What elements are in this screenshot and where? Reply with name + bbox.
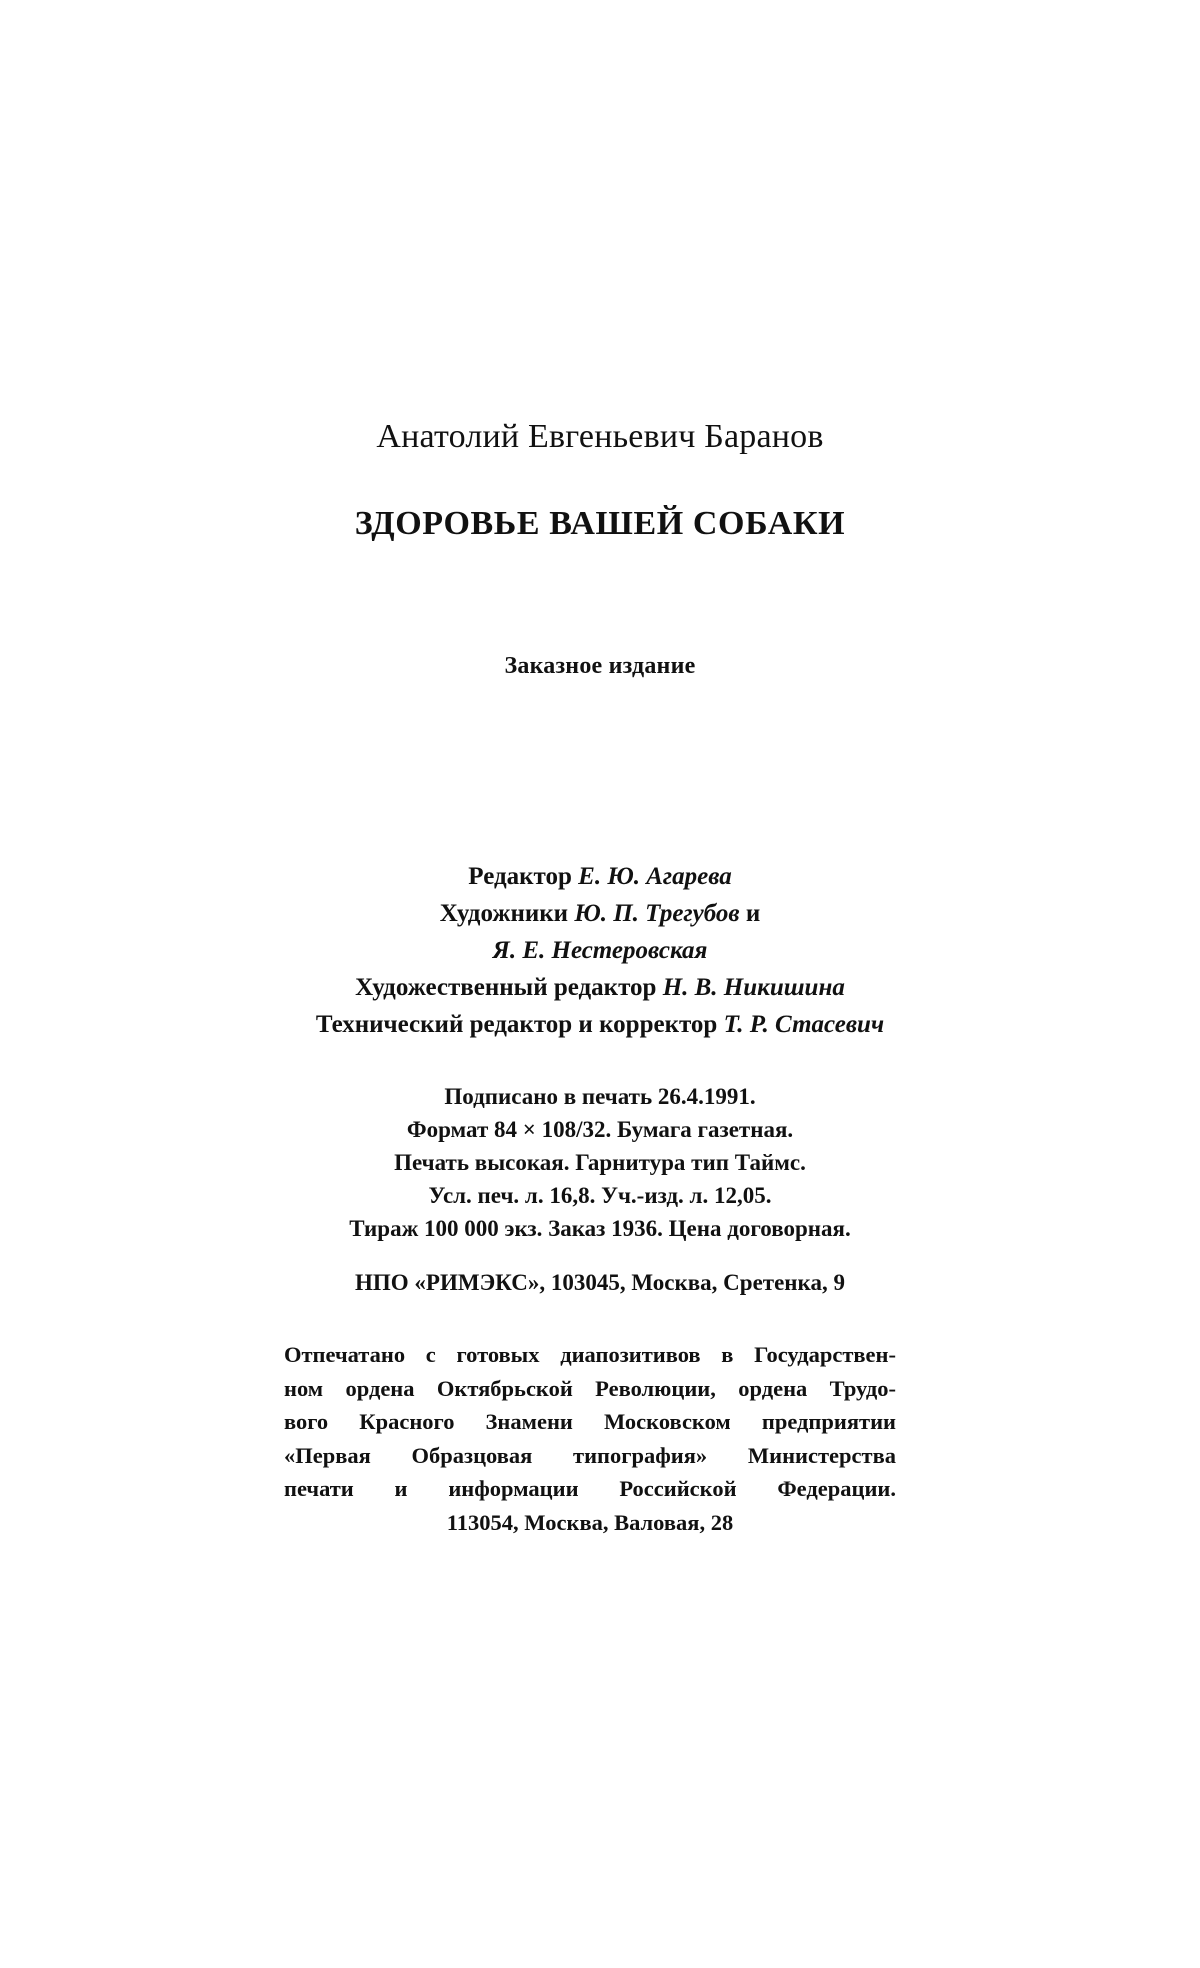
credit-person: Е. Ю. Агарева xyxy=(578,863,732,890)
credit-suffix: и xyxy=(739,900,761,927)
credit-role: Художественный редактор xyxy=(355,974,657,1001)
printer-info xyxy=(284,1338,896,1539)
printer-line: «Первая Образцовая типография» Министерства xyxy=(284,1442,896,1468)
author-name: Анатолий Евгеньевич Баранов xyxy=(376,418,824,455)
print-detail-line: Усл. печ. л. 16,8. Уч.-изд. л. 12,05. xyxy=(428,1183,772,1208)
credits xyxy=(0,858,1200,1043)
publisher-address: НПО «РИМЭКС», 103045, Москва, Сретенка, 9 xyxy=(355,1270,845,1295)
credit-person: Н. В. Никишина xyxy=(662,974,845,1001)
credit-line xyxy=(0,932,1200,969)
credit-line xyxy=(0,969,1200,1006)
printer-line: вого Красного Знамени Московском предприятии xyxy=(284,1409,896,1434)
credit-role: Художники xyxy=(439,900,569,927)
printer-line: печати и информации Российской Федерации. xyxy=(284,1476,896,1501)
credit-person: Ю. П. Трегубов xyxy=(574,900,740,927)
edition-note: Заказное издание xyxy=(504,653,696,679)
print-detail-line: Формат 84 × 108/32. Бумага газетная. xyxy=(406,1117,794,1142)
print-detail-line: Подписано в печать 26.4.1991. xyxy=(444,1084,756,1109)
credit-line xyxy=(0,1006,1200,1043)
print-detail-line: Печать высокая. Гарнитура тип Таймс. xyxy=(394,1150,806,1175)
credit-role: Редактор xyxy=(468,863,572,890)
print-detail-line: Тираж 100 000 экз. Заказ 1936. Цена договорная. xyxy=(349,1216,851,1241)
credit-line xyxy=(0,895,1200,932)
printer-address: 113054, Москва, Валовая, 28 xyxy=(446,1509,734,1535)
credit-role: Технический редактор и корректор xyxy=(315,1011,718,1038)
book-title: ЗДОРОВЬЕ ВАШЕЙ СОБАКИ xyxy=(354,505,846,542)
printer-line: ном ордена Октябрьской Революции, ордена Трудо- xyxy=(284,1375,896,1401)
credit-person: Т. Р. Стасевич xyxy=(723,1011,885,1038)
credit-person: Я. Е. Нестеровская xyxy=(492,937,708,964)
printer-line: Отпечатано с готовых диапозитивов в Государствен- xyxy=(284,1342,896,1367)
print-details xyxy=(0,1080,1200,1245)
credit-line xyxy=(0,858,1200,895)
